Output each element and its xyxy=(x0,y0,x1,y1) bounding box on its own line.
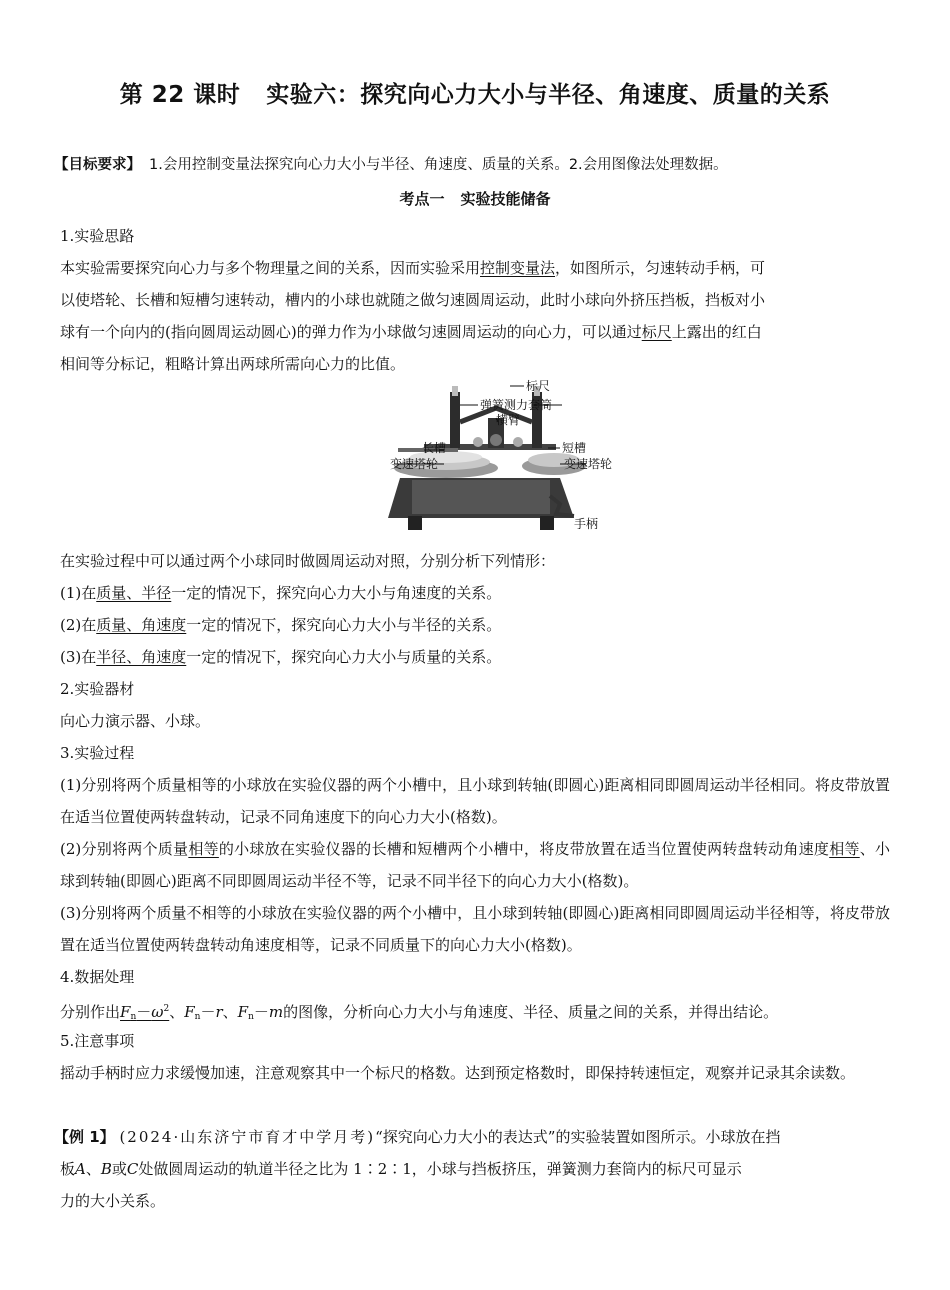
label-left-pulley: 变速塔轮 xyxy=(390,457,439,471)
lesson-number: 第 22 课时 xyxy=(119,82,241,108)
goal-tag: 【目标要求】 xyxy=(54,157,141,173)
answer-underline: 控制变量法 xyxy=(480,259,556,277)
idea-line-4: 相间等分标记，粗略计算出两球所需向心力的比值。 xyxy=(60,355,406,373)
example-1-line-2: 板A、B或C处做圆周运动的轨道半径之比为 1∶2∶1，小球与挡板挤压，弹簧测力套筒内的标尺可显示 xyxy=(60,1160,742,1178)
example-tag: 【例 1】 xyxy=(54,1128,115,1146)
idea-line-1: 本实验需要探究向心力与多个物理量之间的关系，因而实验采用控制变量法，如图所示，匀速转动手柄，可 xyxy=(60,259,766,277)
heading-data-processing: 4.数据处理 xyxy=(60,968,135,986)
heading-procedure: 3.实验过程 xyxy=(60,744,135,762)
label-long-slot: 长槽 xyxy=(422,441,447,455)
example-1-line-1: 【例 1】 (2024·山东济宁市育才中学月考)“探究向心力大小的表达式”的实验装置如图所示。小球放在挡 xyxy=(54,1128,781,1146)
label-cross-arm: 横臂 xyxy=(496,413,521,427)
section-heading xyxy=(60,188,890,209)
label-spring-sleeve: 弹簧测力套筒 xyxy=(480,398,553,412)
example-1-line-3: 力的大小关系。 xyxy=(60,1192,166,1210)
procedure-step-3: (3)分别将两个质量不相等的小球放在实验仪器的两个小槽中，且小球到转轴(即圆心)距离相同即圆周运动半径相等，将皮带放置在适当位置使两转盘转动角速度相等，记录不同质量下的向心力大小(格数)。 xyxy=(60,904,890,954)
goal-text: 1.会用控制变量法探究向心力大小与半径、角速度、质量的关系。2.会用图像法处理数据。 xyxy=(149,157,728,173)
precautions-text: 摇动手柄时应力求缓慢加速，注意观察其中一个标尺的格数。达到预定格数时，即保持转速恒定，观察并记录其余读数。 xyxy=(60,1064,856,1082)
heading-precautions: 5.注意事项 xyxy=(60,1032,135,1050)
case-2: (2)在质量、角速度一定的情况下，探究向心力大小与半径的关系。 xyxy=(60,616,502,634)
answer-underline: 质量、角速度 xyxy=(96,616,187,634)
centripetal-force-apparatus-figure xyxy=(328,378,628,538)
label-right-pulley: 变速塔轮 xyxy=(564,457,613,471)
heading-experiment-idea: 1.实验思路 xyxy=(60,227,135,245)
data-processing-text: 分别作出$F_n-\omega^2$、$F_n-r$、$F_n-m$的图像，分析向心力大小与角速度、半径、质量之间的关系，并得出结论。 xyxy=(60,1003,779,1022)
example-source: (2024·山东济宁市育才中学月考) xyxy=(119,1128,376,1146)
answer-underline: 相等 xyxy=(829,840,860,858)
lesson-topic: 实验六：探究向心力大小与半径、角速度、质量的关系 xyxy=(266,82,831,108)
answer-underline: $F_n-\omega^2$ xyxy=(120,1003,170,1022)
idea-line-3: 球有一个向内的(指向圆周运动圆心)的弹力作为小球做匀速圆周运动的向心力，可以通过标尺上露出的红白 xyxy=(60,323,762,341)
label-handle: 手柄 xyxy=(574,517,599,531)
case-3: (3)在半径、角速度一定的情况下，探究向心力大小与质量的关系。 xyxy=(60,648,502,666)
idea-line-2: 以使塔轮、长槽和短槽匀速转动，槽内的小球也就随之做匀速圆周运动，此时小球向外挤压挡板，挡板对小 xyxy=(60,291,766,309)
case-1: (1)在质量、半径一定的情况下，探究向心力大小与角速度的关系。 xyxy=(60,584,502,602)
learning-goals xyxy=(54,153,894,174)
procedure-step-1: (1)分别将两个质量相等的小球放在实验仪器的两个小槽中，且小球到转轴(即圆心)距离相同即圆周运动半径相同。将皮带放置在适当位置使两转盘转动，记录不同角速度下的向心力大小(格数)。 xyxy=(60,776,890,826)
label-short-slot: 短槽 xyxy=(562,441,587,455)
section-name: 实验技能储备 xyxy=(460,190,551,208)
page-title xyxy=(60,76,890,109)
answer-underline: 质量、半径 xyxy=(96,584,172,602)
procedure-step-2: (2)分别将两个质量相等的小球放在实验仪器的长槽和短槽两个小槽中，将皮带放置在适当位置使两转盘转动角速度相等、小球到转轴(即圆心)距离不同即圆周运动半径不等，记录不同半径下的向心力大小(格数)。 xyxy=(60,840,890,890)
answer-underline: 相等 xyxy=(188,840,219,858)
cases-intro: 在实验过程中可以通过两个小球同时做圆周运动对照，分别分析下列情形： xyxy=(60,552,556,570)
equipment-text: 向心力演示器、小球。 xyxy=(60,712,211,730)
section-number: 考点一 xyxy=(399,190,445,208)
answer-underline: 标尺 xyxy=(641,323,672,341)
answer-underline: 半径、角速度 xyxy=(96,648,187,666)
label-ruler: 标尺 xyxy=(526,379,551,393)
heading-equipment: 2.实验器材 xyxy=(60,680,135,698)
